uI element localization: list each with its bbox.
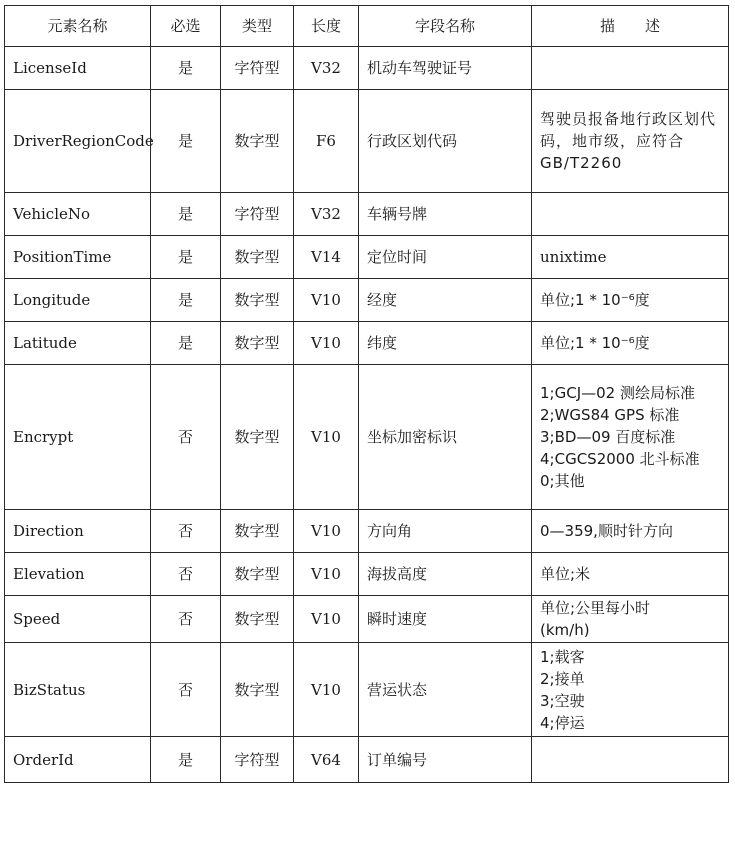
- data-type: 数字型: [221, 365, 294, 510]
- description: [532, 322, 729, 365]
- field-name: 车辆号牌: [359, 193, 532, 236]
- element-name: Encrypt: [5, 365, 151, 510]
- table-row: [5, 47, 729, 90]
- description: [532, 510, 729, 553]
- length: V32: [294, 47, 359, 90]
- required-flag: 是: [151, 322, 221, 365]
- description-line: 3;空驶: [540, 691, 585, 710]
- field-name: 方向角: [359, 510, 532, 553]
- data-type: 数字型: [221, 322, 294, 365]
- description-line: 单位;1 * 10⁻⁶度: [540, 291, 650, 309]
- element-name: Latitude: [5, 322, 151, 365]
- table-row: [5, 90, 729, 193]
- header-row: [5, 6, 729, 47]
- data-type: 数字型: [221, 279, 294, 322]
- description: [532, 596, 729, 643]
- required-flag: 否: [151, 365, 221, 510]
- description: [532, 279, 729, 322]
- length: V10: [294, 596, 359, 643]
- data-type: 数字型: [221, 510, 294, 553]
- element-name: PositionTime: [5, 236, 151, 279]
- required-flag: 否: [151, 643, 221, 737]
- field-name: 机动车驾驶证号: [359, 47, 532, 90]
- description: [532, 737, 729, 783]
- length: V14: [294, 236, 359, 279]
- description-line: 1;载客: [540, 647, 585, 666]
- element-name: DriverRegionCode: [5, 90, 151, 193]
- table-row: [5, 322, 729, 365]
- description-line: 3;BD—09 百度标准: [540, 428, 676, 446]
- element-name: VehicleNo: [5, 193, 151, 236]
- table-row: [5, 236, 729, 279]
- description: 驾驶员报备地行政区划代码，地市级，应符合 GB/T2260: [532, 90, 729, 193]
- description-line: 4;CGCS2000 北斗标准: [540, 450, 700, 468]
- table-row: [5, 643, 729, 737]
- field-name: 海拔高度: [359, 553, 532, 596]
- description-line: 2;WGS84 GPS 标准: [540, 406, 680, 424]
- required-flag: 否: [151, 553, 221, 596]
- element-name: Speed: [5, 596, 151, 643]
- field-name: 经度: [359, 279, 532, 322]
- field-name: 行政区划代码: [359, 90, 532, 193]
- table-row: [5, 596, 729, 643]
- element-name: LicenseId: [5, 47, 151, 90]
- description-line: 单位;1 * 10⁻⁶度: [540, 334, 650, 352]
- description: [532, 365, 729, 510]
- table-row: [5, 193, 729, 236]
- required-flag: 是: [151, 90, 221, 193]
- data-type: 字符型: [221, 47, 294, 90]
- length: V32: [294, 193, 359, 236]
- data-type: 数字型: [221, 236, 294, 279]
- description-line: unixtime: [540, 248, 607, 266]
- description: [532, 193, 729, 236]
- description-line: 单位;公里每小时: [540, 599, 651, 617]
- required-flag: 是: [151, 236, 221, 279]
- header-field-name: 字段名称: [359, 6, 532, 47]
- length: V10: [294, 365, 359, 510]
- element-name: Longitude: [5, 279, 151, 322]
- field-spec-table: [4, 5, 729, 783]
- data-type: 数字型: [221, 596, 294, 643]
- data-type: 数字型: [221, 643, 294, 737]
- required-flag: 否: [151, 596, 221, 643]
- description: [532, 47, 729, 90]
- field-name: 订单编号: [359, 737, 532, 783]
- data-type: 字符型: [221, 737, 294, 783]
- description-line: 0—359,顺时针方向: [540, 522, 673, 540]
- field-name: 坐标加密标识: [359, 365, 532, 510]
- table-row: [5, 365, 729, 510]
- table-row: [5, 737, 729, 783]
- element-name: OrderId: [5, 737, 151, 783]
- field-name: 纬度: [359, 322, 532, 365]
- description-line: 4;停运: [540, 713, 585, 732]
- data-type: 字符型: [221, 193, 294, 236]
- table-row: [5, 279, 729, 322]
- data-type: 数字型: [221, 553, 294, 596]
- header-type: 类型: [221, 6, 294, 47]
- description-line: 0;其他: [540, 472, 585, 490]
- table-row: [5, 553, 729, 596]
- description-line: 2;接单: [540, 669, 585, 688]
- required-flag: 是: [151, 47, 221, 90]
- length: V10: [294, 510, 359, 553]
- description-line: 1;GCJ—02 测绘局标准: [540, 384, 695, 402]
- header-required: 必选: [151, 6, 221, 47]
- length: V10: [294, 279, 359, 322]
- header-length: 长度: [294, 6, 359, 47]
- required-flag: 是: [151, 193, 221, 236]
- description: [532, 236, 729, 279]
- data-type: 数字型: [221, 90, 294, 193]
- element-name: Direction: [5, 510, 151, 553]
- length: F6: [294, 90, 359, 193]
- description: [532, 553, 729, 596]
- field-name: 营运状态: [359, 643, 532, 737]
- description: [532, 643, 729, 737]
- length: V10: [294, 322, 359, 365]
- header-description: 描 述: [532, 6, 729, 47]
- required-flag: 是: [151, 737, 221, 783]
- element-name: BizStatus: [5, 643, 151, 737]
- required-flag: 是: [151, 279, 221, 322]
- field-name: 瞬时速度: [359, 596, 532, 643]
- description-line: (km/h): [540, 621, 590, 639]
- length: V10: [294, 643, 359, 737]
- field-name: 定位时间: [359, 236, 532, 279]
- element-name: Elevation: [5, 553, 151, 596]
- description-line: 单位;米: [540, 565, 591, 583]
- length: V10: [294, 553, 359, 596]
- required-flag: 否: [151, 510, 221, 553]
- table-row: [5, 510, 729, 553]
- header-element-name: 元素名称: [5, 6, 151, 47]
- length: V64: [294, 737, 359, 783]
